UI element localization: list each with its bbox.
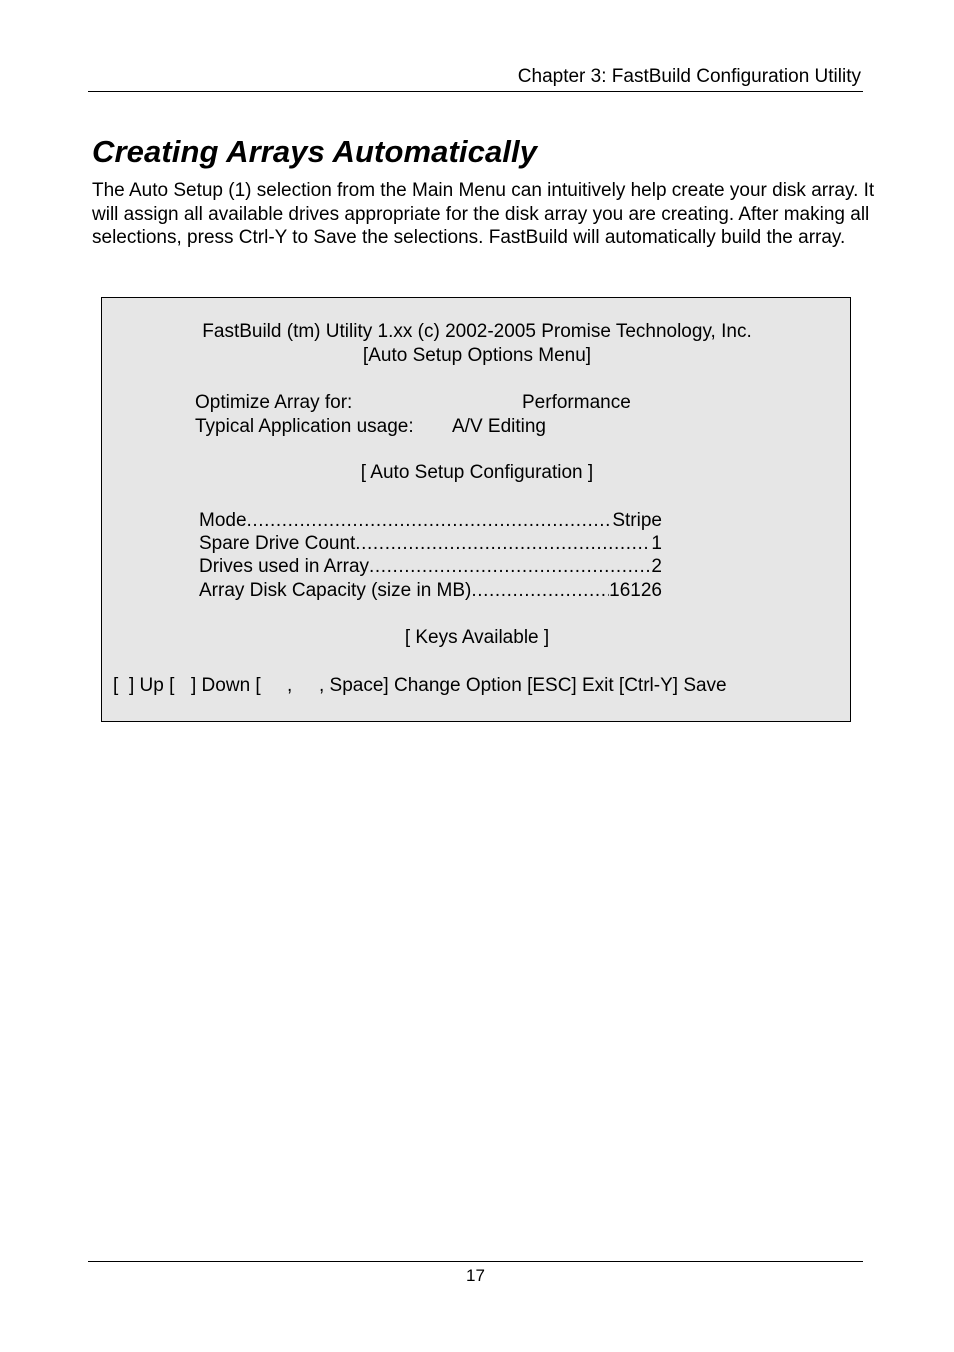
usage-value[interactable]: A/V Editing (452, 416, 546, 437)
config-label: Mode (199, 510, 247, 531)
config-row-spare (199, 533, 662, 555)
bios-screen (101, 297, 851, 722)
config-value: 2 (651, 556, 662, 577)
config-value: 1 (651, 533, 662, 554)
optimize-value[interactable]: Performance (522, 392, 631, 413)
menu-title: [Auto Setup Options Menu] (362, 345, 592, 366)
config-value: 16126 (609, 580, 662, 601)
chapter-title: Chapter 3: FastBuild Configuration Utility (517, 66, 861, 87)
keys-header: [ Keys Available ] (404, 627, 550, 648)
config-value: Stripe (612, 510, 662, 531)
section-title: Creating Arrays Automatically (92, 134, 538, 169)
config-row-capacity (199, 580, 662, 602)
dot-leader (471, 580, 609, 602)
config-header: [ Auto Setup Configuration ] (360, 462, 594, 483)
config-label: Drives used in Array (199, 556, 370, 577)
key-text: , (287, 675, 293, 696)
config-label: Array Disk Capacity (size in MB) (199, 580, 472, 601)
key-text: ] Up [ (129, 675, 175, 696)
page-number: 17 (466, 1266, 485, 1285)
intro-paragraph: The Auto Setup (1) selection from the Main Menu can intuitively help create your disk array. It will assign all available drives appropriate for the disk array you are creating. After making all selections, press Ctrl-Y to Save the selections. FastBuild will automatically build the array. (92, 180, 875, 249)
running-header (88, 64, 863, 92)
page-footer (88, 1261, 863, 1285)
config-row-drives (199, 556, 662, 578)
config-label: Spare Drive Count (199, 533, 356, 554)
dot-leader (247, 510, 613, 532)
utility-title: FastBuild (tm) Utility 1.xx (c) 2002-2005 Promise Technology, Inc. (202, 321, 752, 342)
usage-label: Typical Application usage: (195, 416, 414, 437)
optimize-label: Optimize Array for: (195, 392, 353, 413)
dot-leader (369, 556, 651, 578)
dot-leader (355, 533, 651, 555)
config-row-mode (199, 510, 662, 532)
key-text: , Space] Change Option [ESC] Exit [Ctrl-Y] Save (319, 675, 727, 696)
key-text: ] Down [ (191, 675, 261, 696)
key-text: [ (113, 675, 119, 696)
